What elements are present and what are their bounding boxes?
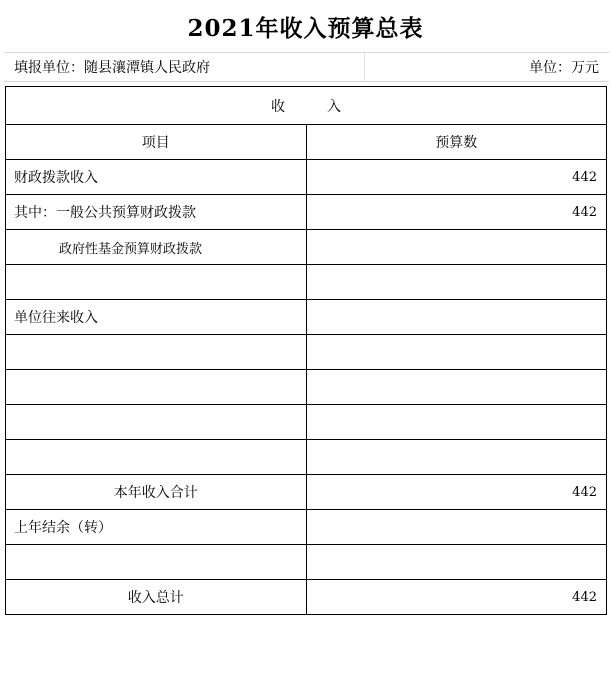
table-row xyxy=(6,300,607,335)
row-label xyxy=(6,370,307,405)
income-budget-table xyxy=(5,86,607,615)
table-row-total xyxy=(6,580,607,615)
row-label xyxy=(6,265,307,300)
table-row xyxy=(6,440,607,475)
row-value xyxy=(306,230,607,265)
row-label: 上年结余（转） xyxy=(6,510,307,545)
row-label xyxy=(6,440,307,475)
table-row xyxy=(6,510,607,545)
page-title: 2021年收入预算总表 xyxy=(187,14,424,42)
section-header-text: 收 入 xyxy=(271,98,341,115)
table-row xyxy=(6,160,607,195)
table-row xyxy=(6,230,607,265)
row-value: 442 xyxy=(306,160,607,195)
row-value: 442 xyxy=(306,195,607,230)
report-meta-bar xyxy=(4,52,609,82)
column-header-amount: 预算数 xyxy=(306,125,607,160)
row-value xyxy=(306,370,607,405)
table-row xyxy=(6,545,607,580)
table-row xyxy=(6,265,607,300)
row-value xyxy=(306,265,607,300)
column-header-item: 项目 xyxy=(6,125,307,160)
reporting-unit: 填报单位：随县瀼潭镇人民政府 xyxy=(14,60,210,76)
table-row-subtotal xyxy=(6,475,607,510)
row-label: 财政拨款收入 xyxy=(6,160,307,195)
row-value: 442 xyxy=(306,475,607,510)
row-label: 政府性基金预算财政拨款 xyxy=(6,230,307,265)
row-label xyxy=(6,405,307,440)
row-value xyxy=(306,440,607,475)
table-row xyxy=(6,335,607,370)
meta-divider xyxy=(364,53,365,81)
row-value xyxy=(306,335,607,370)
table-row xyxy=(6,195,607,230)
row-label: 本年收入合计 xyxy=(6,475,307,510)
row-value: 442 xyxy=(306,580,607,615)
currency-unit: 单位：万元 xyxy=(529,60,599,76)
row-value xyxy=(306,545,607,580)
row-value xyxy=(306,510,607,545)
table-row xyxy=(6,370,607,405)
row-value xyxy=(306,300,607,335)
table-row xyxy=(6,405,607,440)
row-label: 其中：一般公共预算财政拨款 xyxy=(6,195,307,230)
row-label: 单位往来收入 xyxy=(6,300,307,335)
row-label: 收入总计 xyxy=(6,580,307,615)
section-header-row xyxy=(6,87,607,125)
row-label xyxy=(6,545,307,580)
row-label xyxy=(6,335,307,370)
column-header-row xyxy=(6,125,607,160)
section-header-income xyxy=(6,87,607,125)
row-value xyxy=(306,405,607,440)
